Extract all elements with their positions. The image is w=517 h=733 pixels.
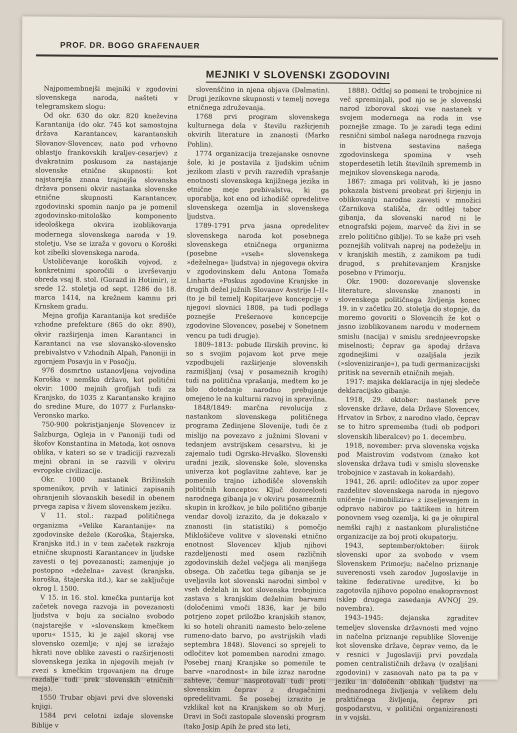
paragraph: Od okr. 630 do okr. 820 kneževina Karantanija (do okr. 745 kot samostojna država Karantancev, karantanskih Slovanov-Slovencev, nato pod vrhovno oblastjo frankovskih kraljev-cesarjev) z dvakratnim poskusom za nastajanje slovenske etnične skupnosti: kot najstarejša znana trajnejša slovanska država ponseni okvir nastanka slovenske etnične skupnosti Karantancev, zgodovinski spomin nanjo pa je pomenil zgodovinsko-mitološko komponento ideološkega okvira izoblikovanja modernega slovenskega naroda v 19. stoletju. Vse se izraža v govoru o Koroški kot zibelki slovenskega naroda. — [34, 111, 178, 257]
text-column-2 — [183, 85, 330, 731]
paragraph: 1918, 29. oktober: nastanek prve slovenske države, dela Države Slovencev, Hrvatov in Srbov, z narodno vlado, čeprav se to hitro sprememba (tudi ob podpori slovenskih liberalcev) po 1. decembru. — [337, 395, 480, 442]
header-rule — [36, 54, 498, 59]
text-column-3 — [335, 86, 482, 723]
paragraph: 1943, september/oktober: šiirok slovenski upor za svobodo v vsem Slovenskem Primorju; načelno priznanje suverenosti vseh zarodov Jugoslavije in takine federativne ureditve, ki bo zagotovila njihovo popolno enakopravnost (sklep drugega zasedanja AVNOJ 29. novembra). — [336, 541, 479, 614]
paragraph: 1888). Odtlej so pomeni te trobojnice ni več spreminjali, pod njo se je slovenski narod izboroval skozi vse nastanek v svojem modernega na roda in vse poznejše zmage. To je zaradi tega edini resnični simbol našega narodnega razvoja in bistvena sestavina našega zgodovinskega spomina v vseh stoperdesetih letih številnih sprememb in mejnikov slovenskega naroda. — [339, 86, 482, 178]
paragraph: 1768 prvi program slovenskega kulturnega dela v številu razširjenih okvirih literature in znanosti (Marko Pohlin). — [187, 112, 330, 149]
paragraph: Okr. 1900: dozorevanje slovenske literature, slovenske znanosti in slovenskega političnega življenja konec 19. in v začetku 20. stoletja do stopnje, da moremo govoriti o Slovencih že kot o jasno izoblikovanem narodu v modernem smislu (nacija) v smislu srednjeevropske miselnosti; čeprav ga spodaj država zgodnejšimi v ozaljšala jezik (»sloveniziranje«), pa tudi germanizacijski pritisk na severnih etničnih mejah. — [337, 277, 481, 378]
paragraph: 750-900 pokristjanjenje Slovencev iz Salzburga, Ogleja in v Panoniji tudi od škofov Konstantina in Metoda, kot osnova oblika, v kateri so se v tradiciji razvezali mejni obrani in se razvili v okviru evropske civilizacije. — [33, 420, 176, 475]
paragraph: Najpomembnejši mejniki v zgodovini slovenskega naroda, našteti v telegramskem slogu: — [35, 84, 178, 112]
paragraph: 1789-1791 prva jasna opredelitev slovenskega naroda kot posebnega slovenskega etničnega organizma (posebne »vseh« slovenskega »deželnega« ljudstva) in njegovega okvira v zgodovinskem delu Antona Tomaža Linharta »Poskus zgodovine Kranjske in drugih dežel južnih Slovanov Avstrije I–II« (to je bil temelj Kopitarjeve koncepcije v njegovi slovnici 1808, pa tudi podlaga poznejše Prešernove koncepcije zgodovine Slovencev, posebej v Sonetnem vencu pa tudi drugje). — [186, 221, 329, 340]
paragraph: 1550 Trubar objavi prvi dve slovenski knjigi. — [31, 693, 174, 711]
paragraph: 1584 prvi celotni izdaje slovenske Biblije v — [31, 711, 174, 730]
paragraph: Mejna grofija Karantanija kot središče vzhodne prefekture (865 do okr. 890), okvir razširjenja imen Karantanci in Karantanci na vse slovansko-slovensko prebivalstvo v Vzhodnih Alpah, Panoniji in zgornjem Posavju in v Posočju. — [33, 311, 177, 366]
article-title: MEJNIKI V SLOVENSKI ZGODOVINI — [205, 69, 390, 82]
paragraph: 976 dosmrtno ustanovljena vojvodina Koroška v nemško državo, kot politični okvir: 1000 mejnih grofijah tudi za Kranjsko, do 1035 z Karantansko krajino do sredine Mure, do 1077 z Furlansko-Veronsko marko. — [33, 366, 176, 421]
book-page — [18, 16, 503, 731]
author-name: PROF. DR. BOGO GRAFENAUER — [60, 40, 201, 51]
paragraph: Ustoličevanje koroških vojvod, z konkretnimi sporočili o izvrševanju obreda vsaj 8. stol. (Gorazd in Hotimir), iz srede 12. stoletja od sept. 1286 do 18. marca 1414, na krežnem kamnu pri Krnskem gradu. — [34, 257, 177, 312]
paragraph: 1774 organizacija trezejanske osnovne šole, ki je postavila z ljudskim učnim jezikom zlasti v prvih razredih vprašanje enotnosti slovenskega knjižnega jezika in etnične meje prebivalstva, ki ga uporablja, kot eno od izhodišč opredelitve slovenskega ozemlja in slovenskega ljudstva. — [186, 149, 330, 221]
paragraph: 1941, 26. april: odločitev za upor zoper razdelitev slovenskega naroda in njegovo uničenje (»imobilizira« z izseljevanjem in odpravo nabirov po taktikem in hitrem ponovnem vseg ozemlja, ki ga je okupiral nemški rajh) z nastankom pluralistične organizacije za boj proti okupatorju. — [336, 477, 480, 541]
paragraph: V 15. in 16. stol. kmečka puntarija kot začetek novega razvoja in povezanosti ljudstva v boju za socialno svobodo (najstarejše v »slovenskem kmečkem uporu« 1515, ki je zajel skoraj vse slovensko ozemlje; v njej se izražajo hkrati nove oblike zavesti o razširjenosti slovenskega jezika in njegovih mejah (v zvezi s kmečkim trgovanjem na druge razdalje tudi prek slovenskih etničnih meja). — [31, 593, 175, 693]
text-column-1 — [31, 84, 178, 730]
paragraph: 1848/1849: marčna revolucija z nastankom slovenskega političnega programa Zedinjene Slovenije, tudi če z mislijo na povezavo z južnimi Slovani v tedanjem avstrijskem cesarstvu, ki je zajemalo tudi Ogrsko-Hrvaško. Slovenski uradni jezik, slovenske šole, slovenska univerza kot poglavitne zahteve, kar je pomenilo trajno izhodišče slovenskih političnih konceptov. Ključ dozorelosti narodnega gibanja je v okviru posameznih skupin in krožkov, je bilo politično gibanje vendar dovolj izrazito, da je dokazalo v znanosti (in statistiki) s pomočjo Miklošičeve volitve v slovenski etnično enotnost Slovencev kljub njihovi razdeljenosti med osem različnih zgodovinskih dežel večjega ali manjšega obsega. Ob začetku tega gibanja se je uveljavila kot slovenski narodni simbol v vseh deželah in kot slovenska trobojnica zastava s kranjskim deželnim barvami (določenimi vmoči 1836, kar je bilo potrjeno zopet priložbo kranjskih stanov, ki so hoteli ohraniti namesto belo-zelene rumeno-dato barvo, po avstrijskih vladi septembra 1848). Slovenci so sprejeli to odločitev kot pomemben narodni zmago. Posebej rnanj Kranjske so pomenile te barve »narodnost« in bile izraz narodne zahteve, čemur nasprotovali tudi proti slovenskim čeprav z drugačnimi opredelitvami. Še posebej izrazito je vzklikal kot na Kranjskem so ob Murj. Dravi in Soči zastopale slovenski program (tako Josip Apih že pred sto leti, — [183, 403, 328, 731]
paragraph: 1943–1945: dejanska zgraditev temeljev slovenske državnosti med vojno in načelna priznanje republike Slovenije kot slovenske države, čeprav vemo, da le v resnici v Jugoslaviji prvi povzdala pomen centralističnih država (v ozaljšani zgodovini) v zasnovah nato pa ta pa v jeziku in določenih oblikah ljudstvi na mednarodnega življenja v velikem delu praktičnega življenja, čeprav pri gospodarstvu, v politični organiziranosti in v vojski. — [335, 614, 479, 723]
paragraph: 1917: majska deklaracija in njej sledeče deklaracijsko gibanje. — [337, 377, 480, 396]
paragraph: slovenščino in njena objava (Dalmatin). Drugi jezikovne skupnosti v temelj novega etničnega združevanja. — [187, 85, 330, 113]
paragraph: 1867: zmaga pri volitvah, ki je jasno pokazala bistveni preobrat pri širjenju in oblikovanju narodne zavesti v množici (Zarnikova stališča, dr. odtlej tabor gibanja, da slovenski narod ni le etnografski pojem, marveč da živi in se zrelo politično giblje). To se kaže pri vseh poznejših volitvah naprej na podeželju in v kranjskih mestih, z zamikom pa tudi drugod, s prehitevanjem Kranjske posebno v Primorju. — [338, 177, 482, 277]
paragraph: V 11. stol.: razpad političnega organizma »Velike Karantanije« na zgodovinske dežele (Koroška, Štajerska, Kranjska itd.) in v tem začetek razkroja etnične skupnosti Karantancev in ljudske zavesti o tej povezanosti; zamenjuje jo postopno »deželna« zavest (kranjska, koroška, štajerska itd.), kar se zaključuje okrog l. 1500. — [32, 511, 175, 593]
paragraph: Okr. 1000 nastanek Brižinskih spomenikov, prvih v latinici zapisanih ohranjenih slovanskih besedil in obenem prvega zapisa v živem slovenskem jeziku. — [32, 475, 176, 512]
paragraph: 1918, november: prva slovenska vojska pod Maistrovim vodstvom (znako kot slovenska država tudi v smislu slovenske trobojnice v zastavah in kokardah). — [337, 441, 480, 478]
paragraph: 1809–1813: pobude Ilirskih provinc, ki so s svojim pojavom kot prve meje vzpodbujeli razširjenje slovenskih razmišljanj (vsaj v posameznih krogih) tudi na politična vprašanja, medtem ko je bilo dotedanje narodno prebujanje omejeno le na kulturni razvoj in spravilna. — [185, 340, 329, 404]
